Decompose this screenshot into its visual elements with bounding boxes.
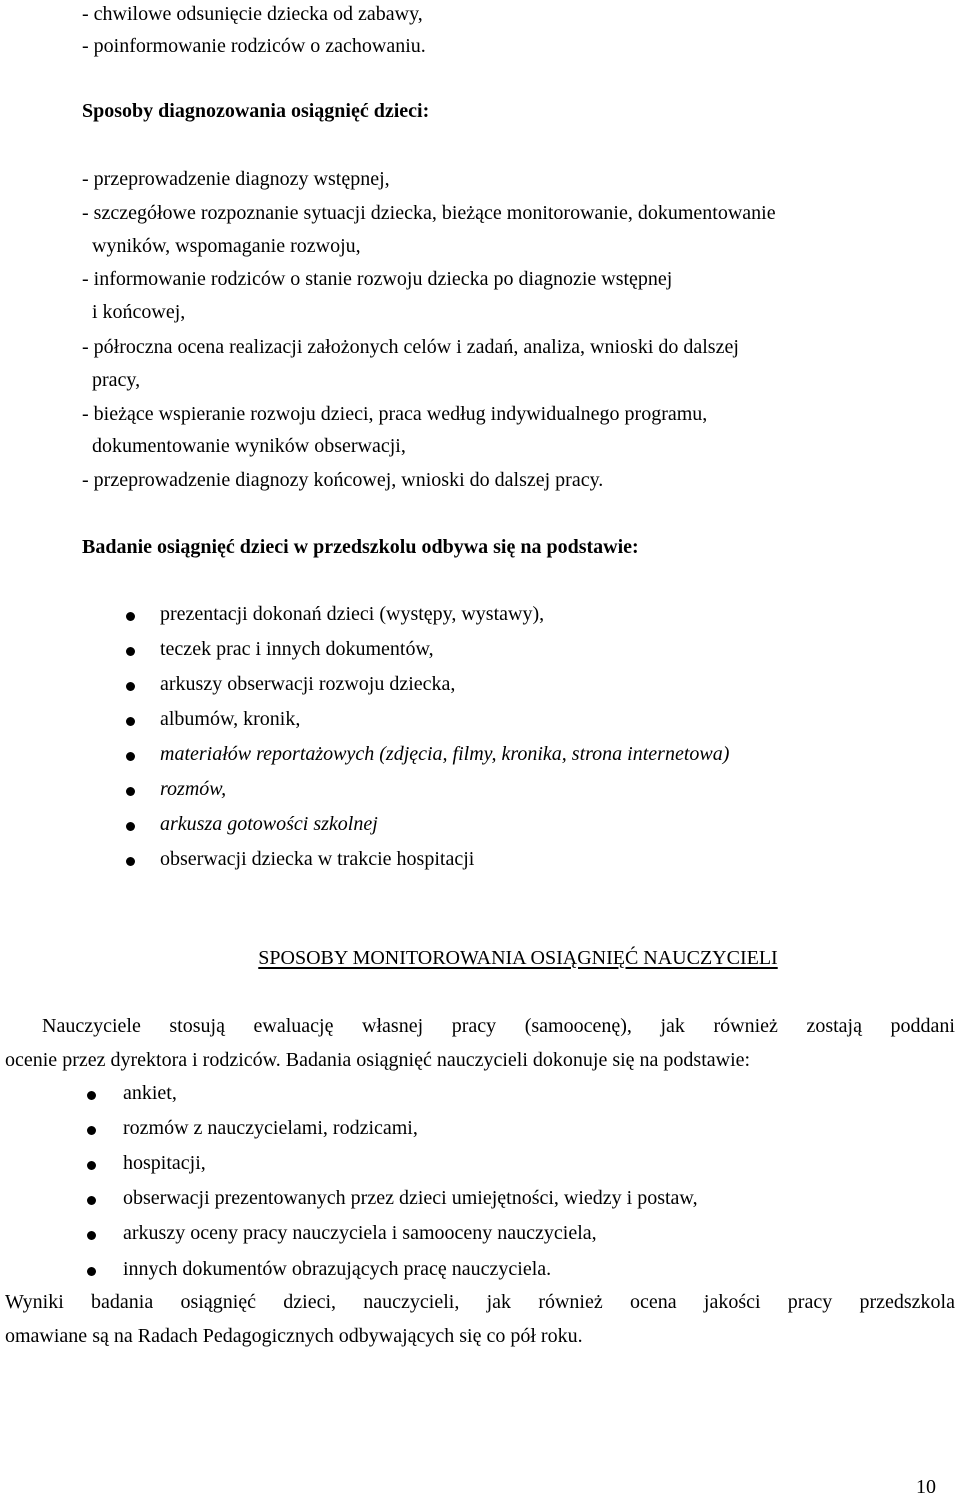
diagnosis-item: - szczegółowe rozpoznanie sytuacji dziecka, bieżące monitorowanie, dokumentowanie (82, 202, 776, 224)
bullet-icon (126, 752, 135, 761)
teachers-item: rozmów z nauczycielami, rodzicami, (123, 1117, 418, 1139)
assessment-item: arkusza gotowości szkolnej (160, 813, 378, 835)
assessment-item: teczek prac i innych dokumentów, (160, 638, 434, 660)
diagnosis-item: - przeprowadzenie diagnozy wstępnej, (82, 168, 390, 190)
assessment-heading: Badanie osiągnięć dzieci w przedszkolu odbywa się na podstawie: (82, 536, 639, 558)
teachers-paragraph-line: Nauczyciele stosują ewaluację własnej pracy (samoocenę), jak również zostają poddani (42, 1015, 955, 1037)
assessment-item: prezentacji dokonań dzieci (występy, wystawy), (160, 603, 545, 625)
bullet-icon (126, 647, 135, 656)
assessment-item: obserwacji dziecka w trakcie hospitacji (160, 848, 475, 870)
diagnosis-item: - bieżące wspieranie rozwoju dzieci, praca według indywidualnego programu, (82, 403, 708, 425)
page-number: 10 (916, 1476, 936, 1498)
bullet-icon (126, 857, 135, 866)
diagnosis-item: pracy, (92, 369, 141, 391)
assessment-item: albumów, kronik, (160, 708, 301, 730)
bullet-icon (87, 1196, 96, 1205)
assessment-item: rozmów, (160, 778, 227, 800)
teachers-item: hospitacji, (123, 1152, 206, 1174)
bullet-icon (87, 1267, 96, 1276)
diagnosis-item: - przeprowadzenie diagnozy końcowej, wnioski do dalszej pracy. (82, 469, 604, 491)
bullet-icon (126, 717, 135, 726)
teachers-item: arkuszy oceny pracy nauczyciela i samooceny nauczyciela, (123, 1222, 597, 1244)
diagnosis-item: wyników, wspomaganie rozwoju, (92, 235, 361, 257)
teachers-paragraph-line: ocenie przez dyrektora i rodziców. Badania osiągnięć nauczycieli dokonuje się na podstawie: (5, 1049, 751, 1071)
diagnosis-item: i końcowej, (92, 301, 186, 323)
text-line: - chwilowe odsunięcie dziecka od zabawy, (82, 3, 423, 25)
bullet-icon (126, 822, 135, 831)
assessment-item: arkuszy obserwacji rozwoju dziecka, (160, 673, 456, 695)
results-paragraph-line: Wyniki badania osiągnięć dzieci, nauczycieli, jak również ocena jakości pracy przedszkola (5, 1291, 955, 1313)
bullet-icon (87, 1091, 96, 1100)
bullet-icon (126, 682, 135, 691)
section-title: SPOSOBY MONITOROWANIA OSIĄGNIĘĆ NAUCZYCIELI (258, 947, 778, 969)
diagnosis-heading: Sposoby diagnozowania osiągnięć dzieci: (82, 100, 430, 122)
bullet-icon (87, 1231, 96, 1240)
teachers-item: obserwacji prezentowanych przez dzieci umiejętności, wiedzy i postaw, (123, 1187, 698, 1209)
teachers-item: ankiet, (123, 1082, 177, 1104)
diagnosis-item: - półroczna ocena realizacji założonych celów i zadań, analiza, wnioski do dalszej (82, 336, 739, 358)
diagnosis-item: dokumentowanie wyników obserwacji, (92, 435, 406, 457)
teachers-item: innych dokumentów obrazujących pracę nauczyciela. (123, 1258, 552, 1280)
diagnosis-item: - informowanie rodziców o stanie rozwoju dziecka po diagnozie wstępnej (82, 268, 673, 290)
bullet-icon (126, 612, 135, 621)
results-paragraph-line: omawiane są na Radach Pedagogicznych odbywających się co pół roku. (5, 1325, 583, 1347)
bullet-icon (87, 1161, 96, 1170)
bullet-icon (87, 1126, 96, 1135)
bullet-icon (126, 787, 135, 796)
assessment-item: materiałów reportażowych (zdjęcia, filmy, kronika, strona internetowa) (160, 743, 730, 765)
text-line: - poinformowanie rodziców o zachowaniu. (82, 35, 426, 57)
